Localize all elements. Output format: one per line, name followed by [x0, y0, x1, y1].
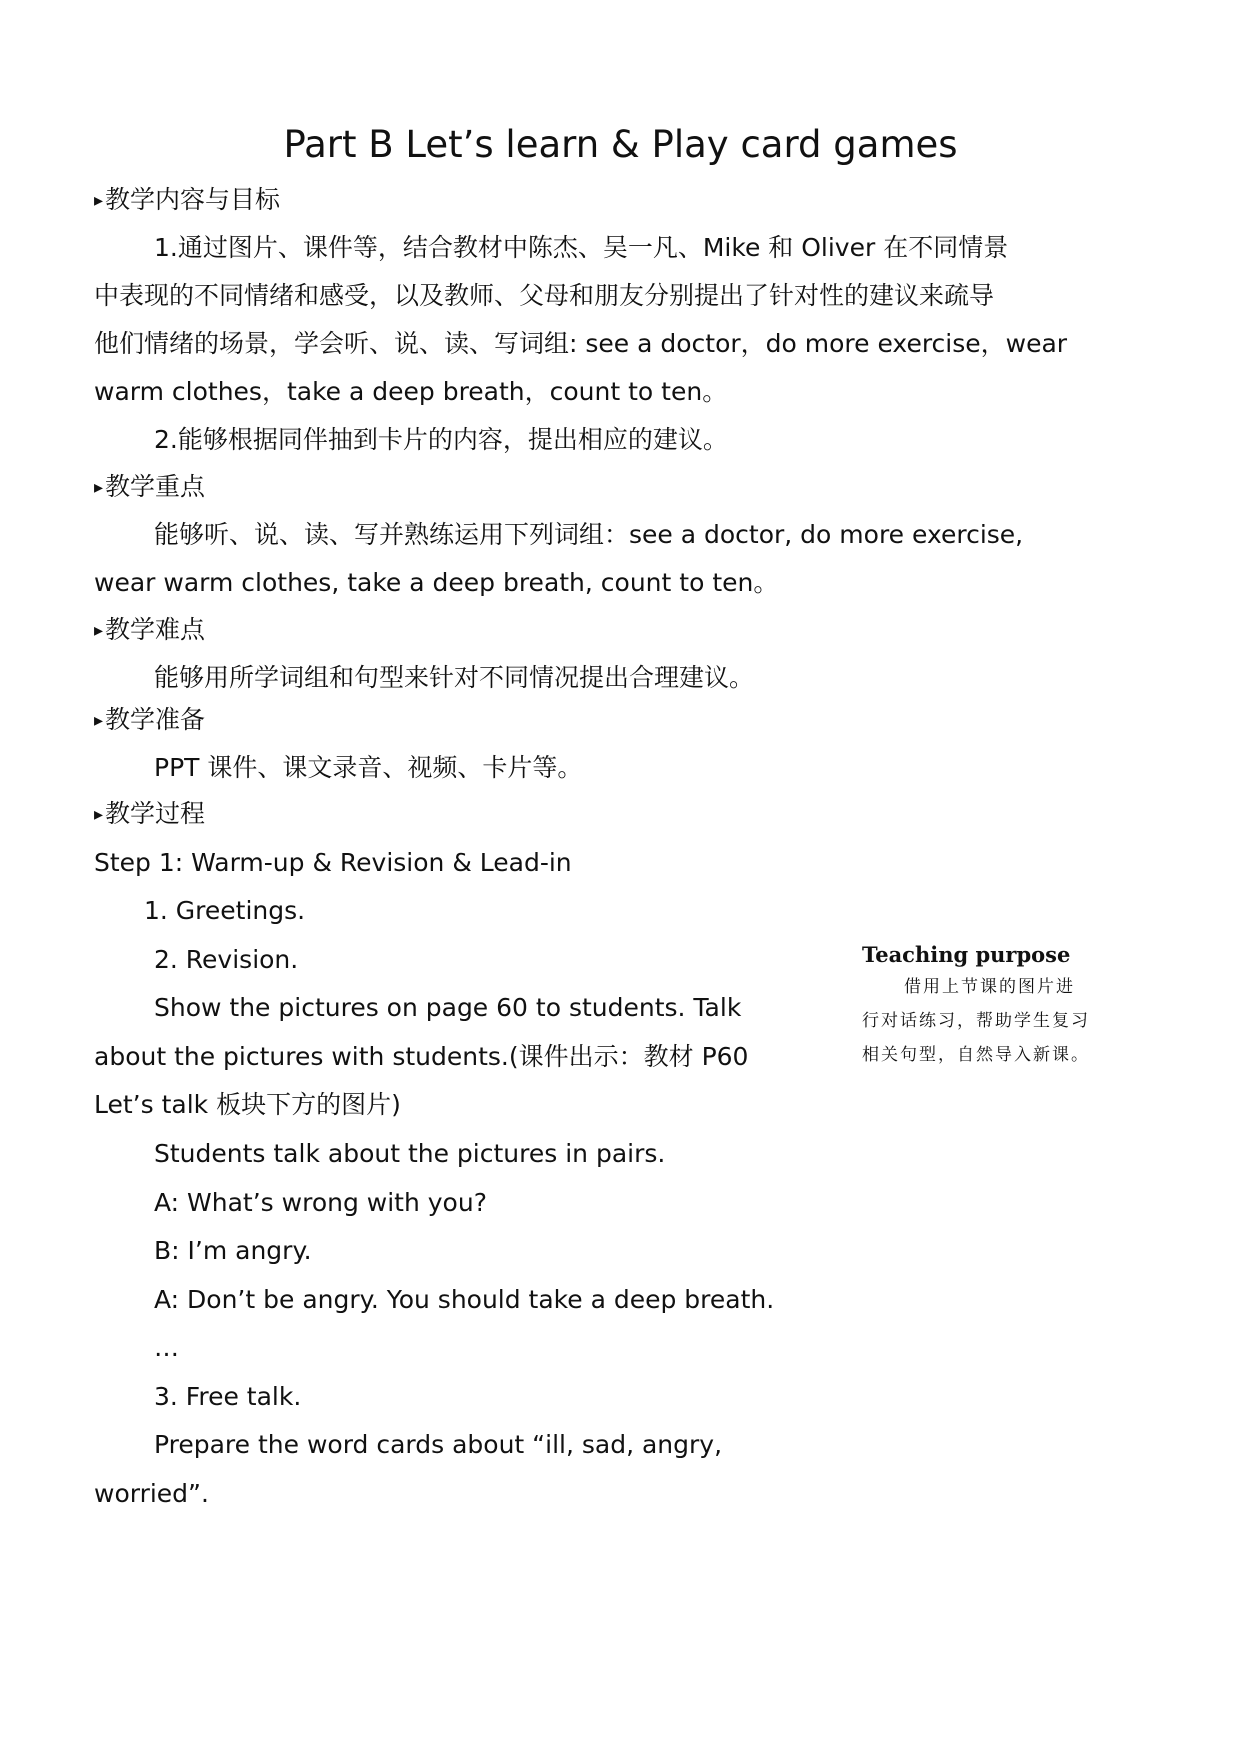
process-line-3: Show the pictures on page 60 to students. Talk: [154, 993, 742, 1022]
difficulties-line-1: 能够用所学词组和句型来针对不同情况提出合理建议。: [154, 663, 755, 692]
heading-preparation: ▸ 教学准备: [94, 703, 205, 740]
process-line-6: Students talk about the pictures in pairs.: [154, 1139, 666, 1168]
heading-content-goals: ▸ 教学内容与目标: [94, 183, 280, 220]
process-line-1: 1. Greetings.: [144, 896, 306, 925]
goals-line-2: 中表现的不同情绪和感受，以及教师、父母和朋友分别提出了针对性的建议来疏导: [94, 281, 995, 310]
heading-process: ▸ 教学过程: [94, 797, 205, 834]
process-line-12: Prepare the word cards about “ill, sad, angry,: [154, 1430, 723, 1459]
goals-line-1: 1.通过图片、课件等，结合教材中陈杰、吴一凡、Mike 和 Oliver 在不同情景: [154, 233, 1009, 262]
process-line-7: A: What’s wrong with you?: [154, 1188, 487, 1217]
goals-line-3: 他们情绪的场景，学会听、说、读、写词组: see a doctor，do more exercise，wear: [94, 329, 1068, 358]
teaching-purpose-line-2: 行对话练习，帮助学生复习: [862, 1011, 1090, 1031]
process-line-13: worried”.: [94, 1479, 209, 1508]
process-line-5: Let’s talk 板块下方的图片): [94, 1090, 401, 1119]
process-line-8: B: I’m angry.: [154, 1236, 312, 1265]
page-title: Part B Let’s learn & Play card games: [283, 123, 958, 166]
process-line-10: …: [154, 1333, 179, 1362]
goals-line-5: 2.能够根据同伴抽到卡片的内容，提出相应的建议。: [154, 425, 728, 454]
key-points-line-2: wear warm clothes, take a deep breath, count to ten。: [94, 568, 779, 597]
heading-difficulties: ▸ 教学难点: [94, 613, 205, 650]
key-points-line-1: 能够听、说、读、写并熟练运用下列词组：see a doctor, do more exercise,: [154, 520, 1024, 549]
goals-line-4: warm clothes，take a deep breath，count to ten。: [94, 377, 728, 406]
teaching-purpose-line-1: 借用上节课的图片进: [904, 977, 1075, 997]
step-1-title: Step 1: Warm-up & Revision & Lead-in: [94, 848, 572, 877]
process-line-9: A: Don’t be angry. You should take a deep breath.: [154, 1285, 775, 1314]
teaching-purpose-note: [862, 940, 1132, 1072]
process-line-2: 2. Revision.: [154, 945, 299, 974]
process-line-4: about the pictures with students.(课件出示：教材 P60: [94, 1042, 749, 1071]
process-line-11: 3. Free talk.: [154, 1382, 302, 1411]
teaching-purpose-title: Teaching purpose: [862, 942, 1071, 967]
teaching-purpose-line-3: 相关句型，自然导入新课。: [862, 1045, 1090, 1065]
preparation-line-1: PPT 课件、课文录音、视频、卡片等。: [154, 753, 583, 782]
heading-key-points: ▸ 教学重点: [94, 470, 205, 507]
